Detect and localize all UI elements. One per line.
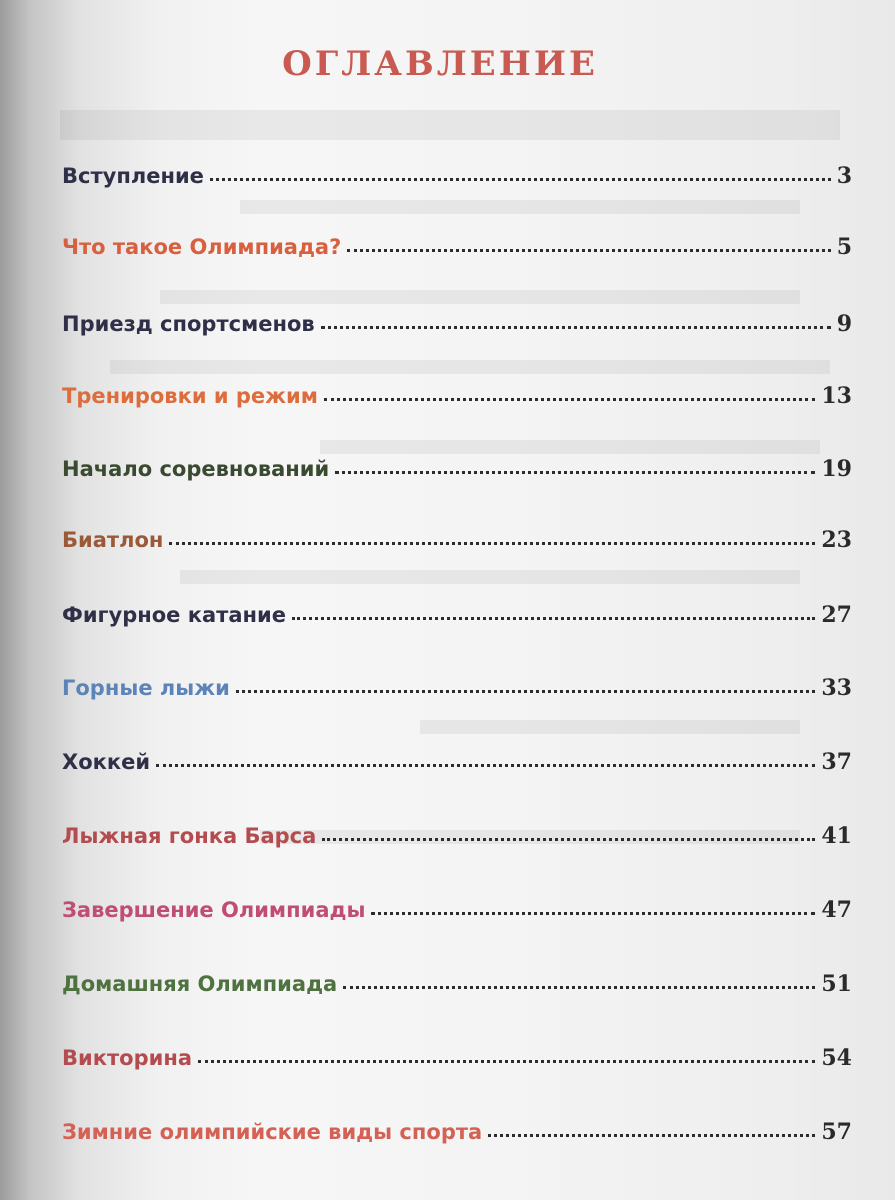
toc-entry-title: Тренировки и режим (62, 384, 318, 408)
toc-page-number: 41 (821, 823, 852, 849)
dot-leader (347, 249, 830, 252)
dot-leader (210, 178, 831, 181)
toc-page-number: 37 (821, 749, 852, 775)
toc-entry (62, 897, 852, 931)
toc-entry-title: Завершение Олимпиады (62, 898, 366, 922)
toc-entry (62, 823, 852, 857)
toc-entry (62, 527, 852, 561)
dot-leader (198, 1060, 815, 1063)
toc-entry (62, 311, 852, 345)
dot-leader (322, 838, 815, 841)
dot-leader (335, 471, 815, 474)
dot-leader (321, 326, 831, 329)
toc-entry (62, 602, 852, 636)
toc-page-number: 27 (821, 602, 852, 628)
toc-page-number: 5 (836, 234, 852, 260)
toc-page-number: 13 (821, 383, 852, 409)
dot-leader (343, 986, 815, 989)
dot-leader (292, 617, 815, 620)
toc-entry-title: Приезд спортсменов (62, 312, 315, 336)
toc-entry (62, 1119, 852, 1153)
toc-entry-title: Вступление (62, 164, 204, 188)
toc-entry-title: Горные лыжи (62, 676, 230, 700)
toc-entry (62, 456, 852, 490)
toc-entry (62, 163, 852, 197)
toc-entry (62, 234, 852, 268)
page-title: ОГЛАВЛЕНИЕ (282, 44, 598, 84)
toc-entry (62, 675, 852, 709)
toc-entry-title: Викторина (62, 1046, 192, 1070)
toc-entry (62, 749, 852, 783)
toc-page-number: 33 (821, 675, 852, 701)
toc-entry-title: Зимние олимпийские виды спорта (62, 1120, 483, 1144)
toc-page-number: 19 (821, 456, 852, 482)
toc-entry (62, 1045, 852, 1079)
dot-leader (324, 398, 815, 401)
toc-page-number: 3 (836, 163, 852, 189)
toc-page-number: 23 (821, 527, 852, 553)
toc-entry-title: Биатлон (62, 528, 164, 552)
toc-page-number: 57 (821, 1119, 852, 1145)
toc-entry-title: Что такое Олимпиада? (62, 235, 342, 259)
toc-page-number: 54 (821, 1045, 852, 1071)
toc-page-number: 51 (821, 971, 852, 997)
toc-entry (62, 383, 852, 417)
dot-leader (488, 1134, 815, 1137)
dot-leader (156, 764, 815, 767)
toc-entry-title: Начало соревнований (62, 457, 330, 481)
toc-page-number: 9 (836, 311, 852, 337)
toc-entry-title: Домашняя Олимпиада (62, 972, 338, 996)
dot-leader (236, 690, 815, 693)
toc-page-number: 47 (821, 897, 852, 923)
toc-entry-title: Хоккей (62, 750, 151, 774)
toc-entry (62, 971, 852, 1005)
dot-leader (169, 542, 815, 545)
toc-entry-title: Фигурное катание (62, 603, 286, 627)
dot-leader (371, 912, 815, 915)
toc-entry-title: Лыжная гонка Барса (62, 824, 317, 848)
